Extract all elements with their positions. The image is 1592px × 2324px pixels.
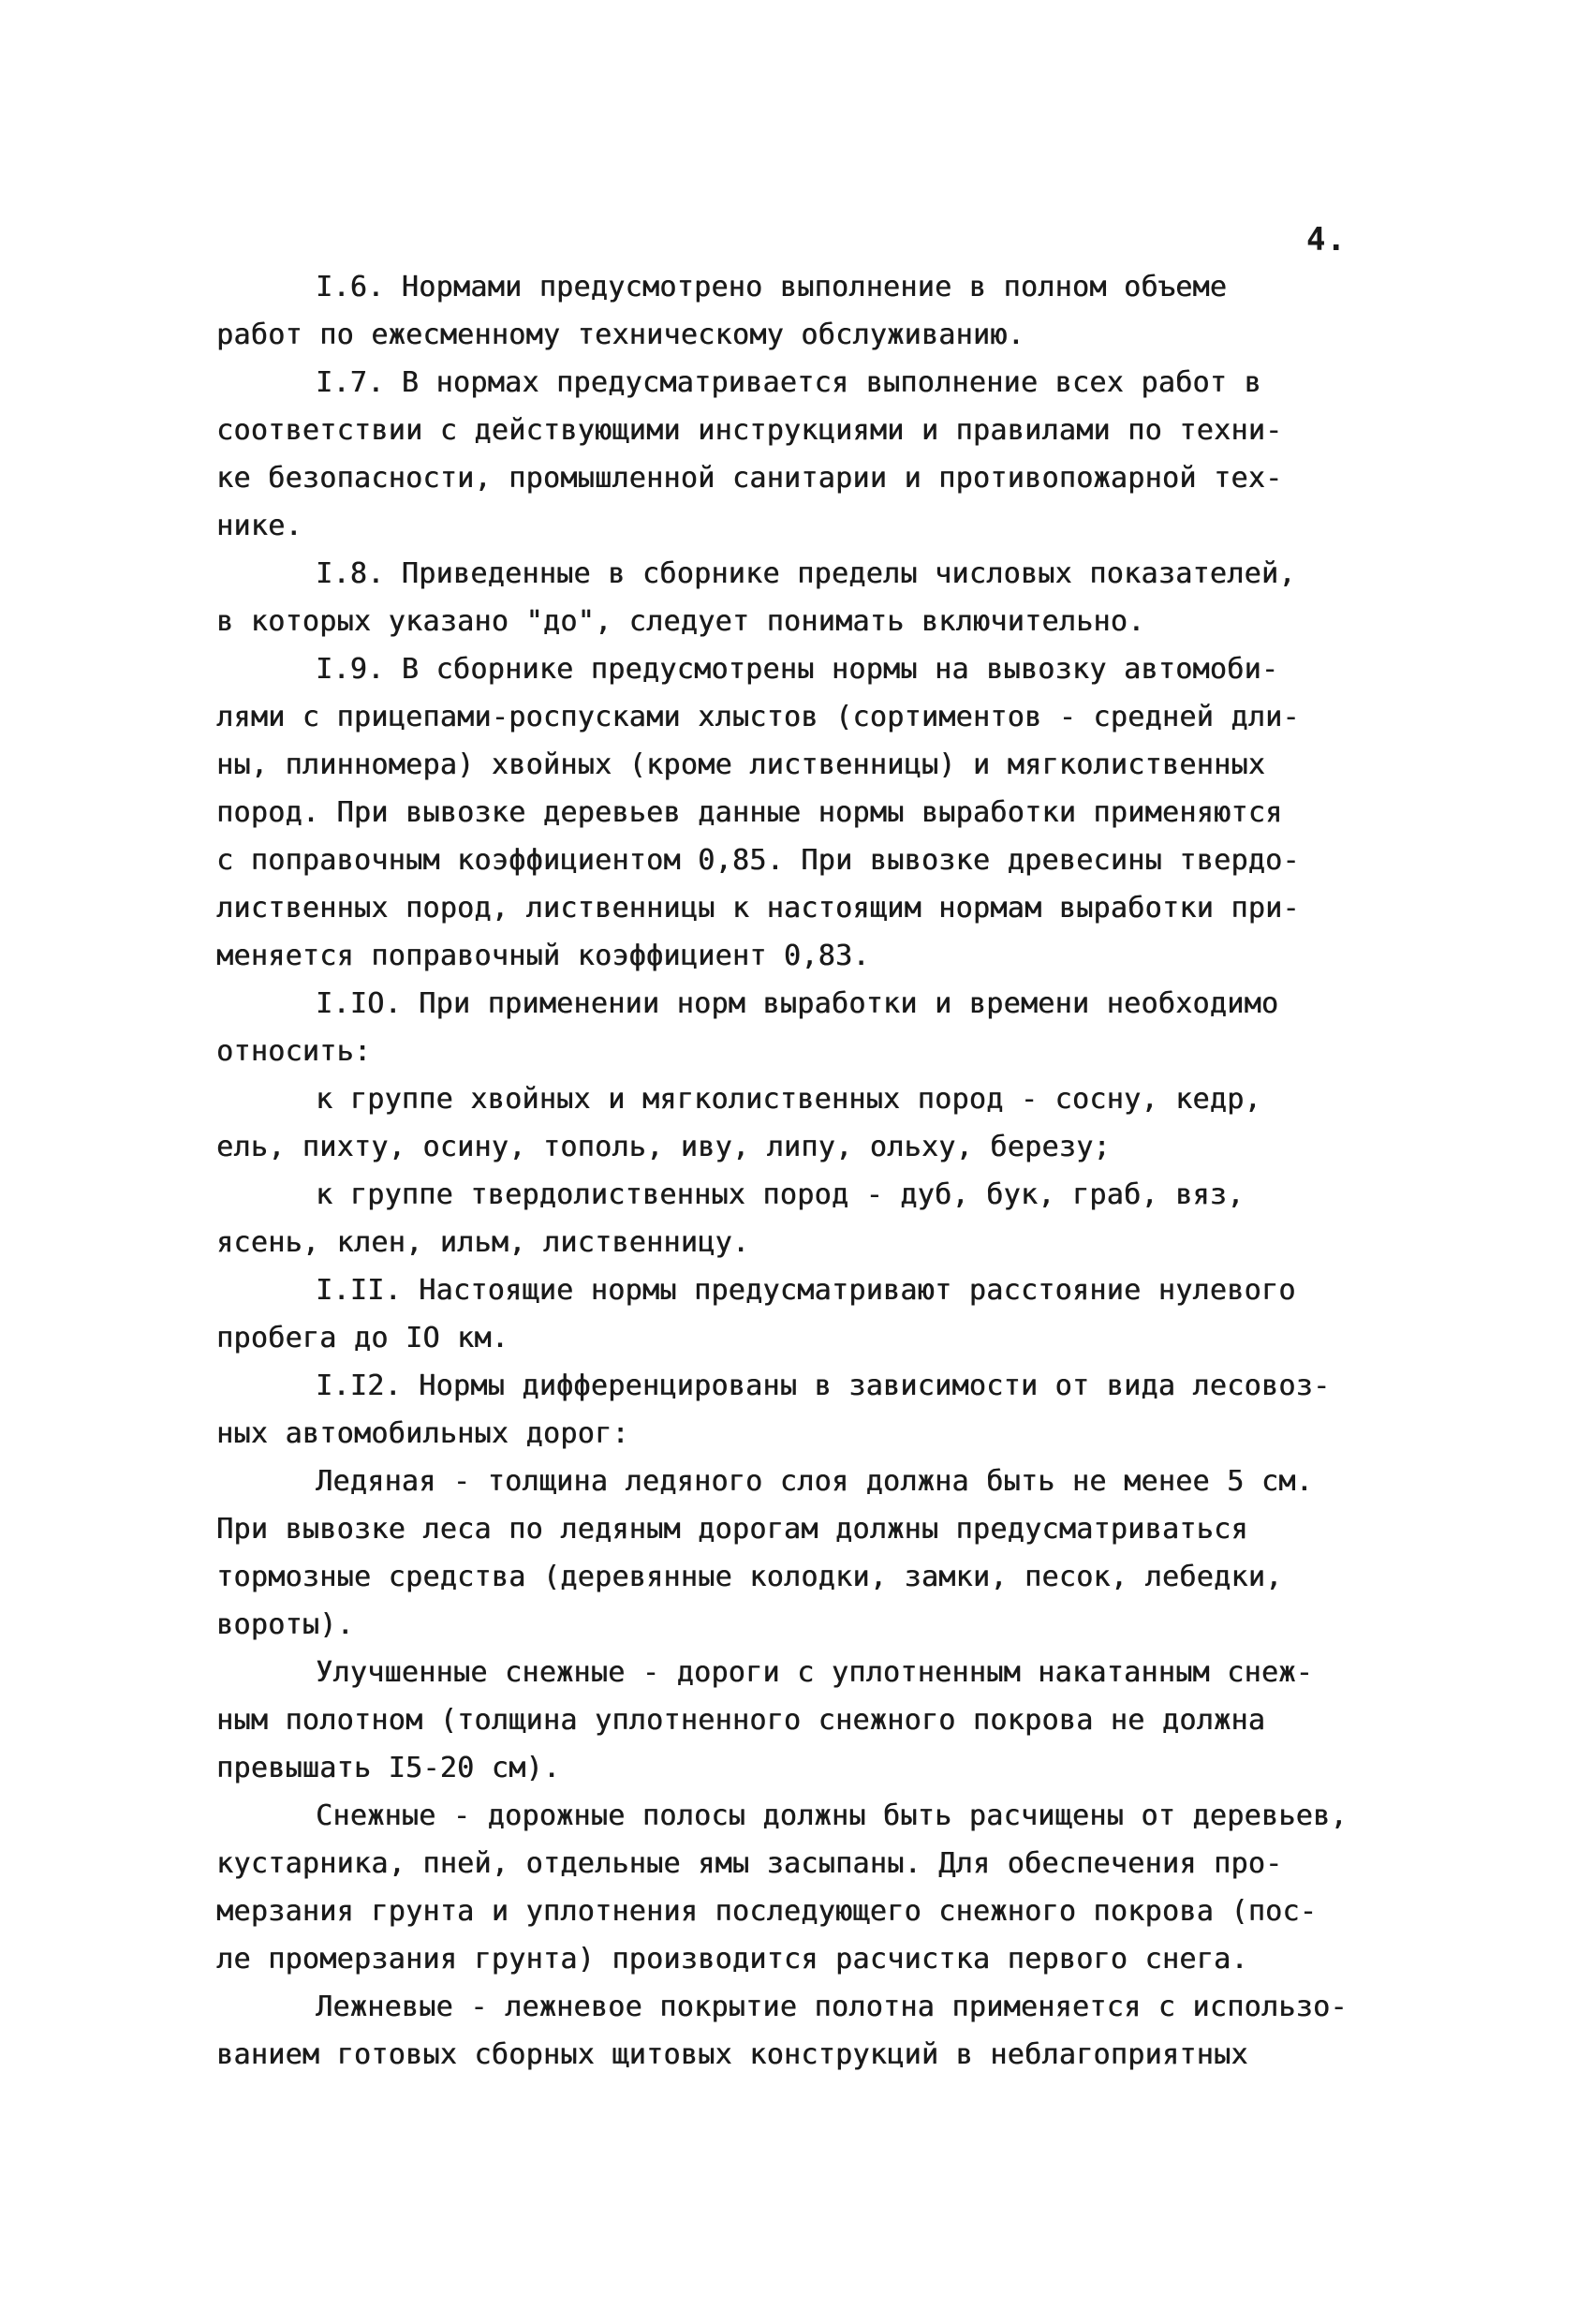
text-line: Снежные - дорожные полосы должны быть расчищены от деревьев, [316,1799,1348,1832]
text-line: лиственных пород, лиственницы к настоящим нормам выработки при- [216,892,1300,925]
text-line: ных автомобильных дорог: [216,1417,629,1450]
text-line: относить: [216,1035,372,1068]
page-number: 4. [1306,221,1347,259]
text-line: пробега до IO км. [216,1322,509,1354]
text-line: I.II. Настоящие нормы предусматривают расстояние нулевого [316,1274,1296,1307]
text-line: I.I2. Нормы дифференцированы в зависимости от вида лесовоз- [316,1369,1331,1402]
text-line: I.IO. При применении норм выработки и времени необходимо [316,987,1279,1020]
text-line: ванием готовых сборных щитовых конструкций в неблагоприятных [216,2038,1248,2071]
text-line: ны, плинномера) хвойных (кроме лиственницы) и мягколиственных [216,748,1266,781]
text-line: работ по ежесменному техническому обслуживанию. [216,318,1024,351]
text-line: I.6. Нормами предусмотрено выполнение в полном объеме [316,271,1228,303]
text-line: ясень, клен, ильм, лиственницу. [216,1226,750,1259]
text-line: к группе твердолиственных пород - дуб, бук, граб, вяз, [316,1178,1245,1211]
text-line: к группе хвойных и мягколиственных пород - сосну, кедр, [316,1083,1261,1116]
text-line: I.9. В сборнике предусмотрены нормы на вывозку автомоби- [316,653,1279,686]
text-line: ным полотном (толщина уплотненного снежного покрова не должна [216,1704,1266,1737]
text-line: Лежневые - лежневое покрытие полотна применяется с использо- [316,1991,1348,2023]
text-line: меняется поправочный коэффициент 0,83. [216,940,870,972]
text-line: ле промерзания грунта) производится расчистка первого снега. [216,1943,1248,1976]
text-line: I.8. Приведенные в сборнике пределы числовых показателей, [316,557,1296,590]
text-line: в которых указано "до", следует понимать включительно. [216,605,1145,638]
text-line: При вывозке леса по ледяным дорогам должны предусматриваться [216,1513,1248,1546]
text-line: лями с прицепами-роспусками хлыстов (сортиментов - средней дли- [216,701,1300,733]
text-line: Улучшенные снежные - дороги с уплотненным накатанным снеж- [316,1656,1313,1689]
text-line: вороты). [216,1608,354,1641]
text-line: соответствии с действующими инструкциями и правилами по техни- [216,414,1283,447]
text-line: ель, пихту, осину, тополь, иву, липу, ольху, березу; [216,1131,1111,1163]
text-line: ке безопасности, промышленной санитарии и противопожарной тех- [216,462,1283,495]
text-line: пород. При вывозке деревьев данные нормы выработки применяются [216,796,1283,829]
text-line: с поправочным коэффициентом 0,85. При вывозке древесины твердо- [216,844,1300,877]
text-line: Ледяная - толщина ледяного слоя должна быть не менее 5 см. [316,1465,1313,1498]
text-line: мерзания грунта и уплотнения последующего снежного покрова (пос- [216,1895,1318,1928]
text-line: нике. [216,510,302,542]
text-line: I.7. В нормах предусматривается выполнение всех работ в [316,366,1261,399]
text-line: тормозные средства (деревянные колодки, замки, песок, лебедки, [216,1561,1283,1593]
text-line: превышать I5-20 см). [216,1752,561,1784]
text-line: кустарника, пней, отдельные ямы засыпаны. Для обеспечения про- [216,1847,1283,1880]
